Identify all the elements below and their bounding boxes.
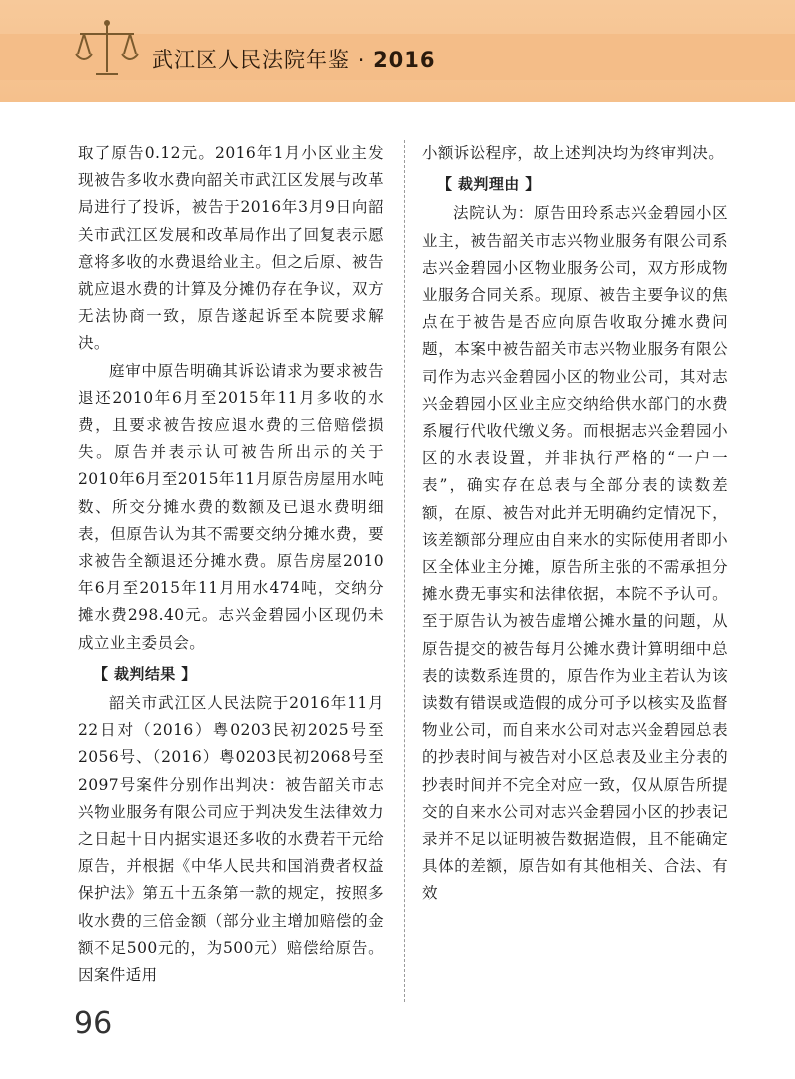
left-paragraph-3: 韶关市武江区人民法院于2016年11月22日对（2016）粤0203民初2025号至2056号、（2016）粤0203民初2068号至2097号案件分别作出判决：被告韶关市志兴物业服务有限公司应于判决发生法律效力之日起十日内据实退还多收的水费若干元给原告，并根据《中华人民共和国消费者权益保护法》第五十五条第一款的规定，按照多收水费的三倍金额（部分业主增加赔偿的金额不足500元的，为500元）赔偿给原告。因案件适用 bbox=[78, 694, 384, 985]
right-column bbox=[422, 140, 728, 908]
section-heading-result: 【 裁判结果 】 bbox=[93, 664, 197, 683]
left-column bbox=[78, 140, 384, 989]
page-header bbox=[0, 0, 795, 102]
page-number: 96 bbox=[74, 1006, 113, 1041]
column-divider bbox=[404, 140, 405, 1002]
right-paragraph-1: 小额诉讼程序，故上述判决均为终审判决。 bbox=[422, 144, 725, 162]
header-title-text: 武江区人民法院年鉴 bbox=[152, 48, 350, 72]
right-paragraph-2: 法院认为：原告田玲系志兴金碧园小区业主，被告韶关市志兴物业服务有限公司系志兴金碧园小区物业服务公司，双方形成物业服务合同关系。现原、被告主要争议的焦点在于被告是否应向原告收取分摊水费问题，本案中被告韶关市志兴物业服务有限公司作为志兴金碧园小区的物业公司，其对志兴金碧园小区业主应交纳给供水部门的水费系履行代收代缴义务。而根据志兴金碧园小区的水表设置，并非执行严格的“一户一表”，确实存在总表与全部分表的读数差额，在原、被告对此并无明确约定情况下，该差额部分理应由自来水的实际使用者即小区全体业主分摊，原告所主张的不需承担分摊水费无事实和法律依据，本院不予认可。至于原告认为被告虚增公摊水量的问题，从原告提交的被告每月公摊水费计算明细中总表的读数系连贯的，原告作为业主若认为该读数有错误或造假的成分可予以核实及监督物业公司，而自来水公司对志兴金碧园总表的抄表时间与被告对小区总表及业主分表的抄表时间并不完全对应一致，仅从原告所提交的自来水公司对志兴金碧园小区的抄表记录并不足以证明被告数据造假，且不能确定具体的差额，原告如有其他相关、合法、有效 bbox=[422, 204, 728, 903]
left-paragraph-2: 庭审中原告明确其诉讼请求为要求被告退还2010年6月至2015年11月多收的水费，且要求被告按应退水费的三倍赔偿损失。原告并表示认可被告所出示的关于2010年6月至2015年11月原告房屋用水吨数、所交分摊水费的数额及已退水费明细表，但原告认为其不需要交纳分摊水费，要求被告全额退还分摊水费。原告房屋2010年6月至2015年11月用水474吨，交纳分摊水费298.40元。志兴金碧园小区现仍未成立业主委员会。 bbox=[78, 361, 384, 652]
section-heading-reason: 【 裁判理由 】 bbox=[437, 175, 541, 194]
left-paragraph-1: 取了原告0.12元。2016年1月小区业主发现被告多收水费向韶关市武江区发展与改革局进行了投诉，被告于2016年3月9日向韶关市武江区发展和改革局作出了回复表示愿意将多收的水费退给业主。但之后原、被告就应退水费的计算及分摊仍存在争议，双方无法协商一致，原告遂起诉至本院要求解决。 bbox=[78, 144, 384, 353]
header-year: 2016 bbox=[373, 48, 436, 72]
header-separator: · bbox=[357, 48, 366, 72]
scales-of-justice-icon bbox=[72, 16, 142, 80]
yearbook-title bbox=[152, 44, 436, 74]
